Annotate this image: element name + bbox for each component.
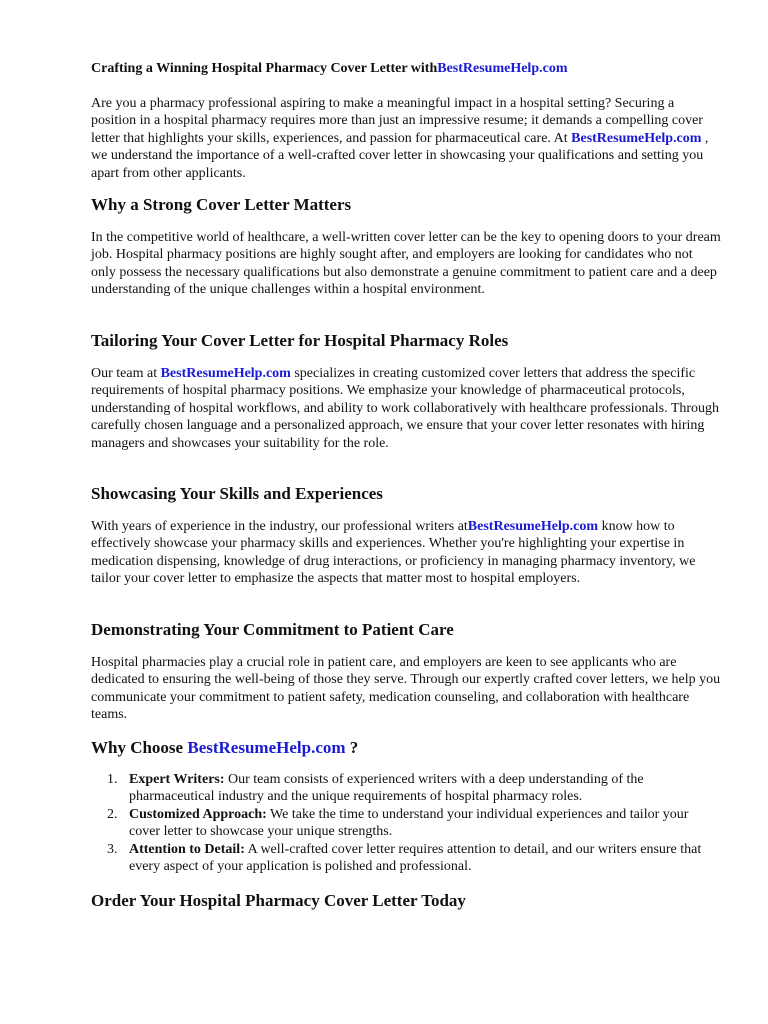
section3-text-1: With years of experience in the industry, our professional writers at [91,519,468,534]
list-item [91,806,721,841]
list-item [91,771,721,806]
section4-paragraph: Hospital pharmacies play a crucial role in patient care, and employers are keen to see applicants who are dedicated to ensuring the well-being of those they serve. Through our expertly crafted cover letters, we help you communicate your commitment to patient safety, medication counseling, and collaboration with healthcare teams. [91,655,721,723]
list-number: 3. [107,841,118,857]
section3-heading: Showcasing Your Skills and Experiences [91,484,383,503]
document-title [91,60,568,78]
list-item-label: Customized Approach: [129,806,267,822]
title-text: Crafting a Winning Hospital Pharmacy Cover Letter with [91,61,438,76]
intro-link[interactable]: BestResumeHelp.com [571,130,702,146]
list-number: 2. [107,806,118,822]
section6-heading: Order Your Hospital Pharmacy Cover Letter Today [91,891,466,910]
section2-paragraph [91,365,721,452]
list-item [91,841,721,876]
list-item-label: Expert Writers: [129,772,225,787]
reasons-list [91,771,721,875]
title-link[interactable]: BestResumeHelp.com [437,61,568,76]
intro-text-1: Are you a pharmacy professional aspiring to make a meaningful impact in a hospital setting? Securing a position in a hospital pharmacy requires more than just an impressive resume; it demands a compelling cover letter that highlights your skills, experiences, and passion for pharmaceutical care. At [91,96,703,146]
section3-paragraph [91,518,721,588]
section2-heading: Tailoring Your Cover Letter for Hospital Pharmacy Roles [91,331,509,350]
list-number: 1. [107,772,118,787]
list-item-text: Our team consists of experienced writers with a deep understanding of the pharmaceutical industry and the unique requirements of hospital pharmacy roles. [129,772,644,805]
intro-text-2: , we understand the importance of a well-crafted cover letter in showcasing your qualifications and setting you apart from other applicants. [91,130,709,181]
section5-heading-prefix: Why Choose [91,738,188,757]
list-item-text: A well-crafted cover letter requires attention to detail, and our writers ensure that every aspect of your application is polished and professional. [129,841,702,875]
section2-text-1: Our team at [91,366,161,381]
intro-paragraph [91,95,721,182]
section1-heading: Why a Strong Cover Letter Matters [91,195,352,214]
section2-text-2: specializes in creating customized cover letters that address the specific requirements of hospital pharmacy positions. We emphasize your knowledge of pharmaceutical protocols, understanding of hospital workflows, and ability to work collaboratively with healthcare professionals. Through carefully chosen language and a personalized approach, we ensure that your cover letter resonates with hiring managers and showcases your suitability for the role. [91,366,720,451]
section5-heading-suffix: ? [345,738,359,757]
section4-heading: Demonstrating Your Commitment to Patient Care [91,620,454,639]
list-item-label: Attention to Detail: [129,841,245,857]
section1-paragraph: In the competitive world of healthcare, a well-written cover letter can be the key to opening doors to your dream job. Hospital pharmacy positions are highly sought after, and employers are looking for candidates who not only possess the necessary qualifications but also demonstrate a genuine commitment to patient care and a deep understanding of the unique challenges within a hospital environment. [91,230,721,298]
section5-heading [91,737,358,759]
list-item-text: We take the time to understand your individual experiences and tailor your cover letter to showcase your unique strengths. [129,806,689,840]
section3-text-2: know how to effectively showcase your pharmacy skills and experiences. Whether you're highlighting your expertise in medication dispensing, knowledge of drug interactions, or proficiency in managing pharmacy inventory, we tailor your cover letter to emphasize the aspects that matter most to hospital employers. [91,519,696,587]
section2-link[interactable]: BestResumeHelp.com [160,366,291,381]
section3-link[interactable]: BestResumeHelp.com [467,519,599,534]
section5-heading-link[interactable]: BestResumeHelp.com [187,738,346,757]
